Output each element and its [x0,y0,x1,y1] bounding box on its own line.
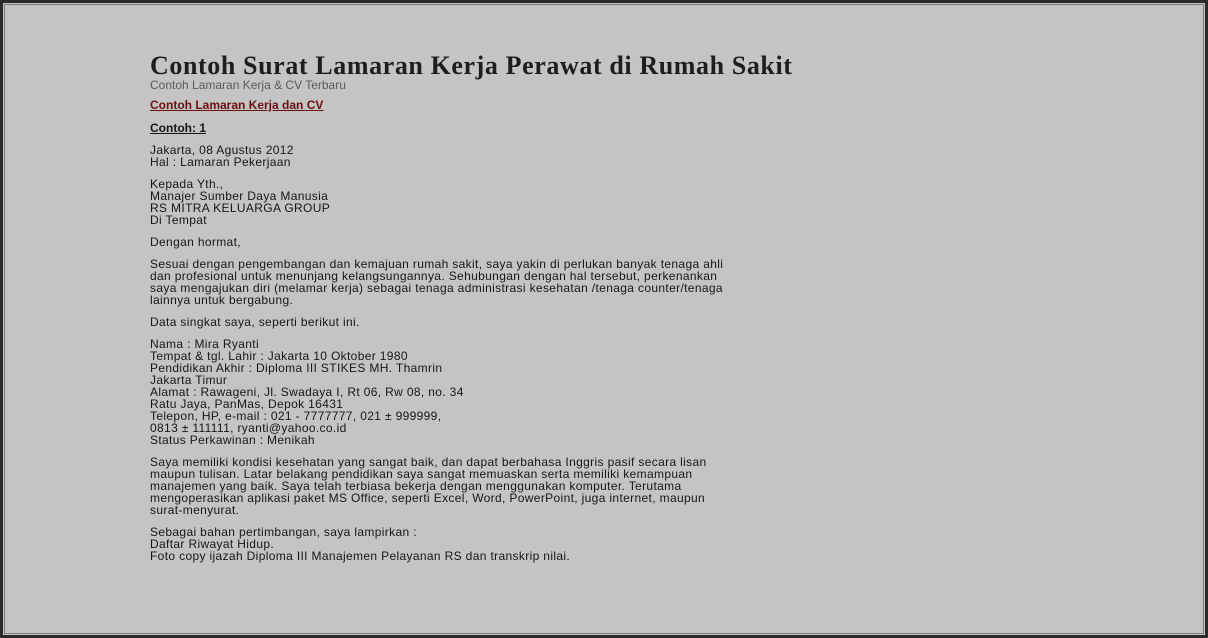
document-subtitle: Contoh Lamaran Kerja & CV Terbaru [150,78,346,92]
recipient-block [150,178,1110,226]
paragraph-line: Saya memiliki kondisi kesehatan yang sangat baik, dan dapat berbahasa Inggris pasif secara lisan [150,455,707,469]
paragraph-line: lainnya untuk bergabung. [150,293,294,307]
greeting: Dengan hormat, [150,235,241,249]
personal-data-line: Status Perkawinan : Menikah [150,433,315,447]
example-label: Contoh: 1 [150,121,206,135]
date-subject-block [150,144,1110,168]
paragraph-line: surat-menyurat. [150,503,240,517]
intro-data: Data singkat saya, seperti berikut ini. [150,315,360,329]
paragraph-line: maupun tulisan. Latar belakang pendidikan saya sangat memuaskan serta memiliki kemampuan [150,467,693,481]
paragraph-line: dan profesional untuk menunjang kelangsungannya. Sehubungan dengan hal tersebut, perkenankan [150,269,718,283]
recipient-line: RS MITRA KELUARGA GROUP [150,201,331,215]
personal-data-line: Nama : Mira Ryanti [150,337,259,351]
paragraph-line: mengoperasikan aplikasi paket MS Office, seperti Excel, Word, PowerPoint, juga internet, maupun [150,491,706,505]
attachment-line: Sebagai bahan pertimbangan, saya lampirkan : [150,525,417,539]
attachment-line: Foto copy ijazah Diploma III Manajemen Pelayanan RS dan transkrip nilai. [150,549,571,563]
personal-data-line: Ratu Jaya, PanMas, Depok 16431 [150,397,344,411]
recipient-line: Manajer Sumber Daya Manusia [150,189,329,203]
paragraph-line: saya mengajukan diri (melamar kerja) sebagai tenaga administrasi kesehatan /tenaga counter/tenaga [150,281,723,295]
document-page [150,51,1110,563]
recipient-line: Kepada Yth., [150,177,224,191]
personal-data-line: Tempat & tgl. Lahir : Jakarta 10 Oktober 1980 [150,349,408,363]
paragraph-2 [150,456,1110,516]
greeting-block [150,236,1110,248]
attachments-block [150,526,1110,562]
personal-data-line: Alamat : Rawageni, Jl. Swadaya I, Rt 06, Rw 08, no. 34 [150,385,464,399]
personal-data-line: Jakarta Timur [150,373,228,387]
paragraph-line: manajemen yang baik. Saya telah terbiasa bekerja dengan menggunakan komputer. Terutama [150,479,682,493]
personal-data-line: Pendidikan Akhir : Diploma III STIKES MH. Thamrin [150,361,443,375]
paragraph-1 [150,258,1110,306]
intro-data-block [150,316,1110,328]
lamaran-cv-link[interactable]: Contoh Lamaran Kerja dan CV [150,98,324,112]
personal-data-line: Telepon, HP, e-mail : 021 - 7777777, 021 ± 999999, [150,409,442,423]
subject-line: Hal : Lamaran Pekerjaan [150,155,291,169]
personal-data-block [150,338,1110,446]
attachment-line: Daftar Riwayat Hidup. [150,537,275,551]
recipient-line: Di Tempat [150,213,207,227]
personal-data-line: 0813 ± 111111, ryanti@yahoo.co.id [150,421,347,435]
document-title: Contoh Surat Lamaran Kerja Perawat di Rumah Sakit [150,51,793,80]
paragraph-line: Sesuai dengan pengembangan dan kemajuan rumah sakit, saya yakin di perlukan banyak tenaga ahli [150,257,724,271]
date-line: Jakarta, 08 Agustus 2012 [150,143,294,157]
